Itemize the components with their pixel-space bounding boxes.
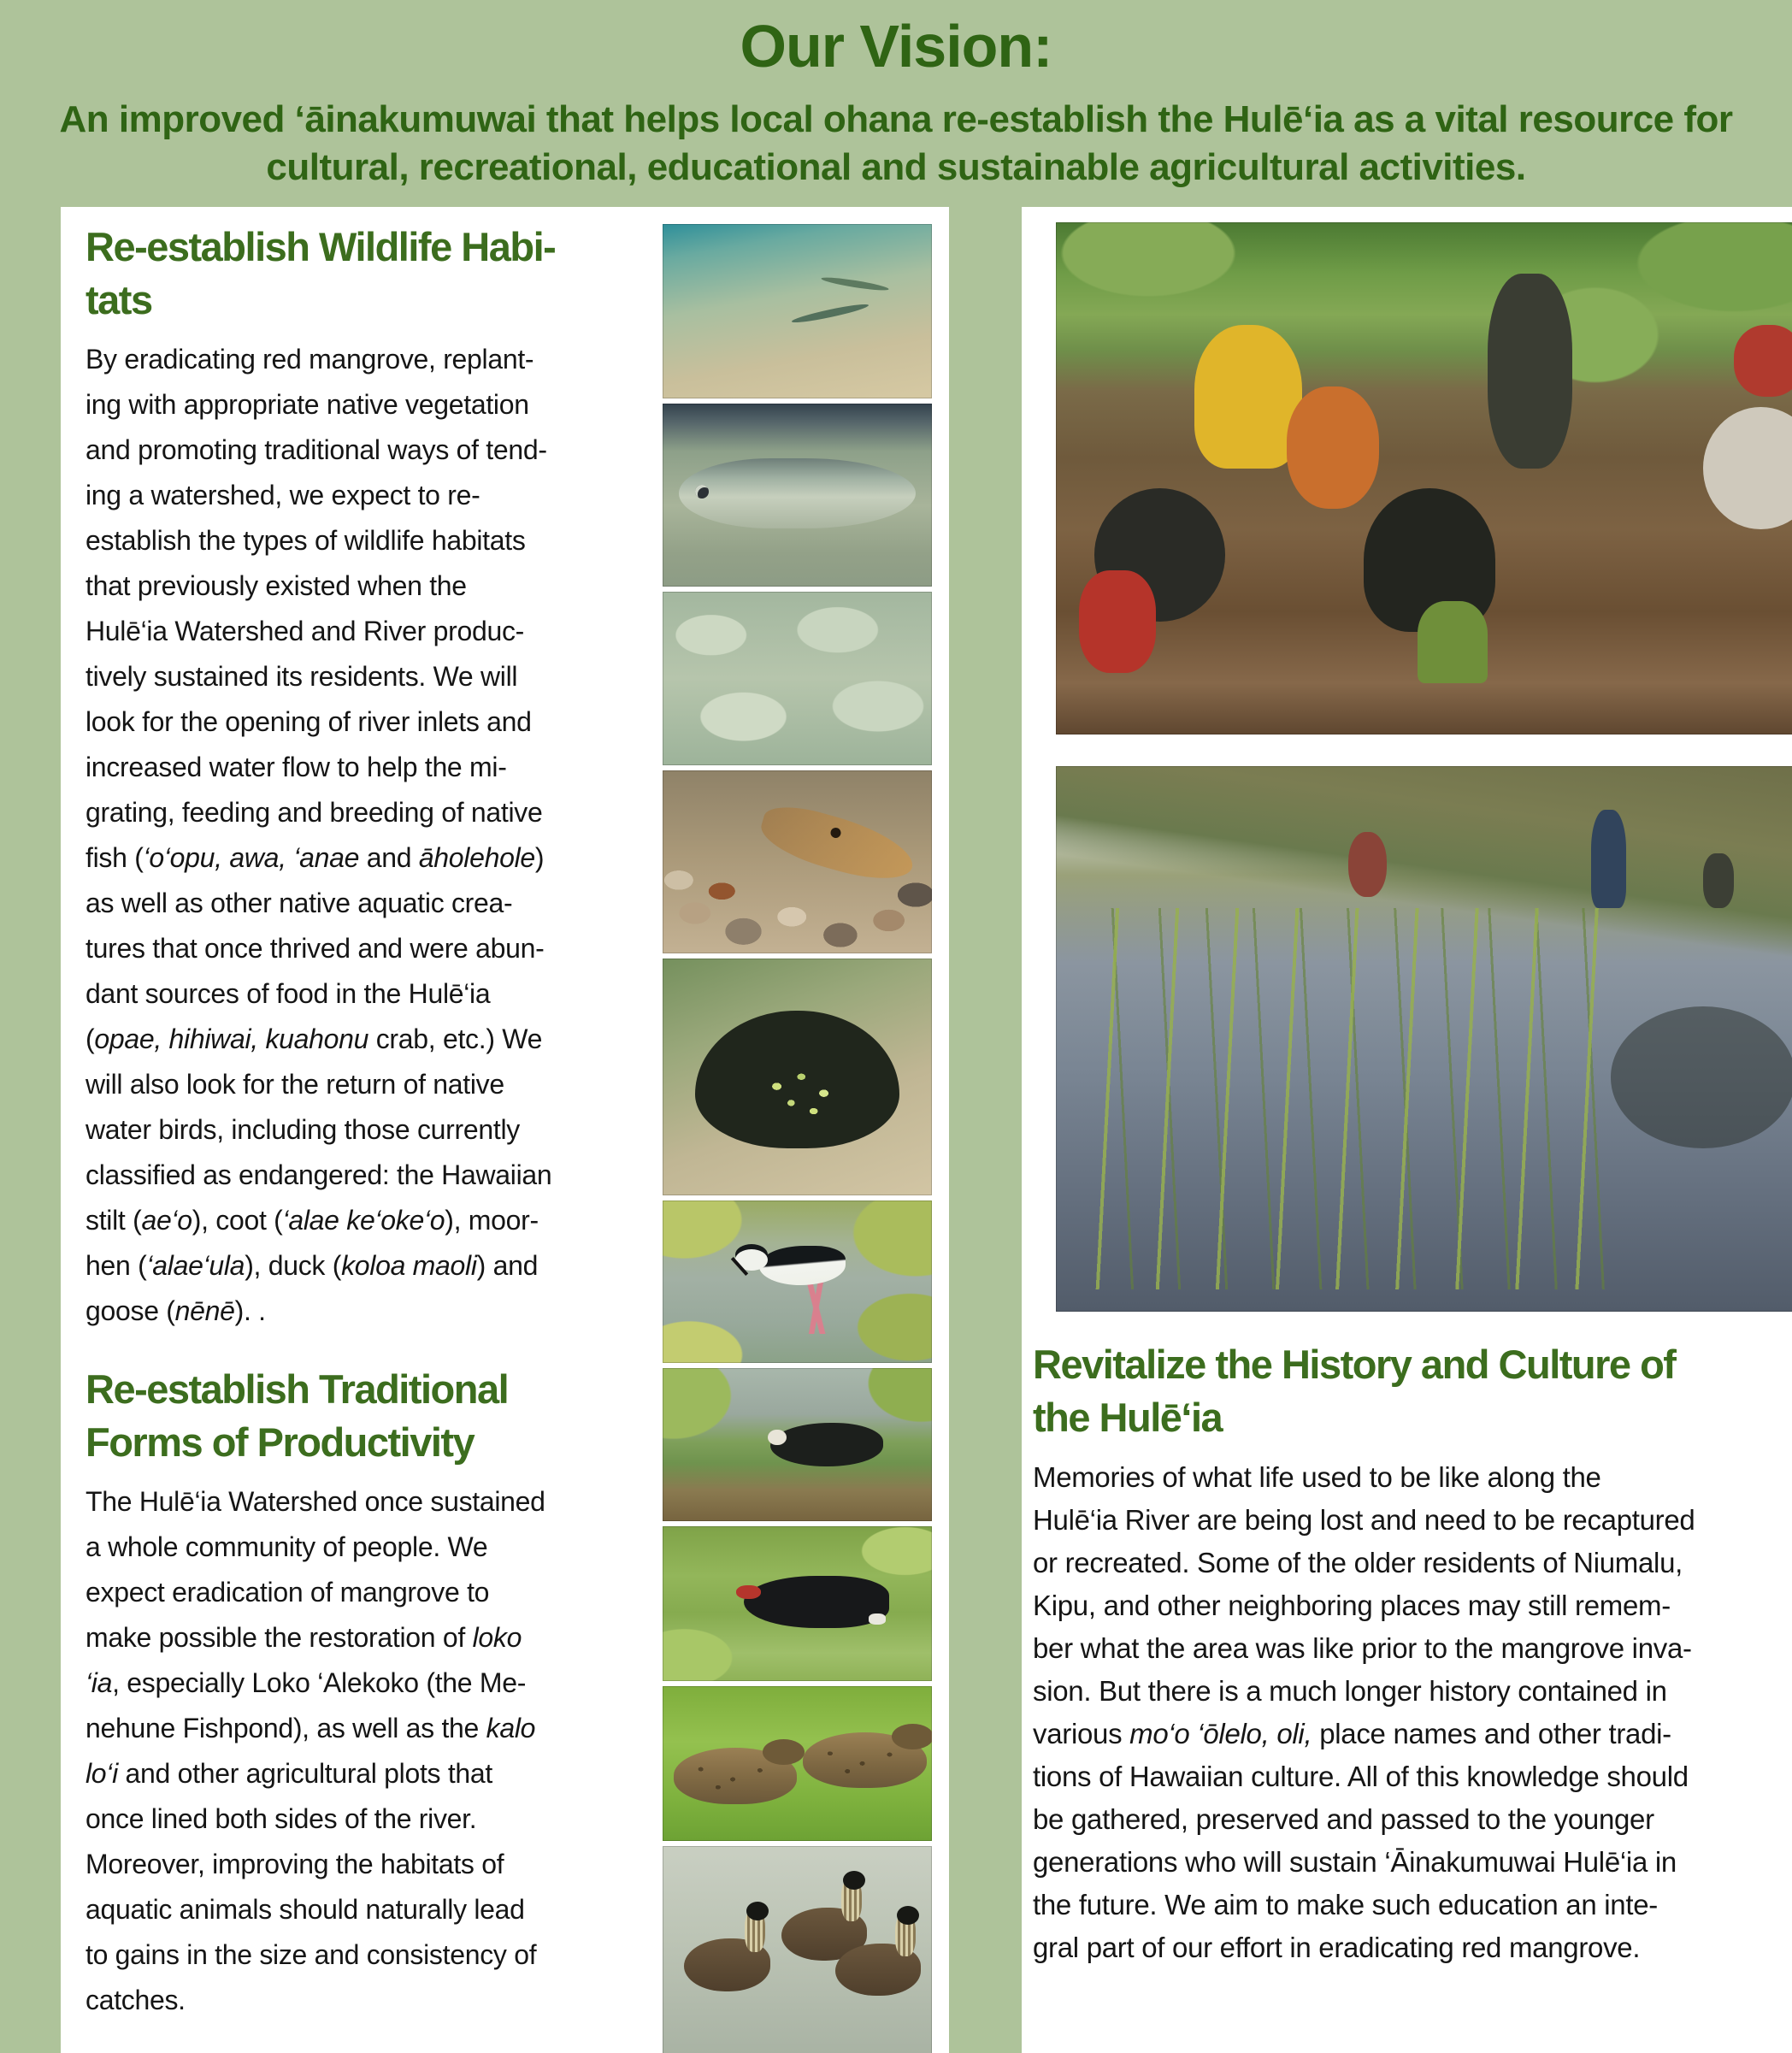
left-column	[85, 221, 616, 2023]
text-line: classified as endangered: the Hawaiian	[85, 1159, 552, 1190]
text-line: ber what the area was like prior to the mangrove inva-	[1033, 1632, 1692, 1664]
text-line: An improved ‘āinakumuwai that helps local ohana re-establish the Hulē‘ia as a vital resource for	[59, 98, 1733, 140]
moorhen-bird-icon	[744, 1576, 889, 1629]
text-line: (opae, hihiwai, kuahonu crab, etc.) We	[85, 1024, 543, 1054]
duck-icon	[674, 1748, 798, 1803]
text-line: Moreover, improving the habitats of	[85, 1849, 504, 1879]
text-line: that previously existed when the	[85, 570, 467, 601]
photo-coot-on-nest	[663, 1368, 932, 1521]
text-line: Re-establish Traditional	[85, 1366, 509, 1412]
text-line: generations who will sustain ‘Āinakumuwai Hulē‘ia in	[1033, 1846, 1677, 1878]
section-body-history	[1033, 1456, 1792, 1969]
goose-icon	[684, 1938, 770, 1991]
photo-koloa-ducks	[663, 1686, 932, 1841]
person-red-shirt	[1734, 325, 1792, 397]
section-body-wildlife	[85, 337, 616, 1334]
photo-fish-school	[663, 592, 932, 765]
text-line: Kipu, and other neighboring places may still remem-	[1033, 1590, 1671, 1621]
page-subtitle	[0, 96, 1792, 192]
person-orange-shirt	[1287, 386, 1379, 510]
text-line: various mo‘o ‘ōlelo, oli, place names and other tradi-	[1033, 1718, 1671, 1749]
text-line: establish the types of wildlife habitats	[85, 525, 526, 556]
text-line: ‘ia, especially Loko ‘Alekoko (the Me-	[85, 1667, 527, 1698]
person-red-shorts	[1079, 570, 1156, 673]
section-body-productivity	[85, 1479, 616, 2023]
photo-wetland-pond	[1056, 766, 1792, 1312]
text-line: Re-establish Wildlife Habi-	[85, 224, 556, 269]
text-line: increased water flow to help the mi-	[85, 752, 507, 782]
text-line: lo‘i and other agricultural plots that	[85, 1758, 493, 1789]
text-line: Revitalize the History and Culture of	[1033, 1342, 1676, 1387]
stilt-bird-icon	[759, 1246, 846, 1285]
coot-bird-icon	[770, 1423, 883, 1466]
fish-silhouette-icon	[821, 275, 889, 292]
text-line: look for the opening of river inlets and	[85, 706, 532, 737]
person-on-bank	[1703, 853, 1734, 908]
text-line: cultural, recreational, educational and sustainable agricultural activities.	[266, 146, 1526, 188]
text-line: Hulē‘ia Watershed and River produc-	[85, 616, 525, 646]
text-line: By eradicating red mangrove, replant-	[85, 344, 534, 375]
text-line: Forms of Productivity	[85, 1419, 475, 1465]
right-column-text	[1033, 1338, 1792, 1969]
text-line: and promoting traditional ways of tend-	[85, 434, 547, 465]
shrimp-icon	[756, 798, 920, 890]
text-line: catches.	[85, 1985, 186, 2015]
photo-mullet-fish	[663, 404, 932, 587]
page-title: Our Vision:	[740, 13, 1052, 80]
photo-taro-planting	[1056, 222, 1792, 734]
duck-icon	[803, 1732, 927, 1788]
fish-silhouette-icon	[791, 302, 869, 326]
text-line: stilt (ae‘o), coot (‘alae ke‘oke‘o), moor-	[85, 1205, 539, 1236]
text-line: Memories of what life used to be like along the	[1033, 1461, 1601, 1493]
text-line: make possible the restoration of loko	[85, 1622, 522, 1653]
snail-shell-icon	[695, 1011, 899, 1148]
stilt-legs-icon	[781, 1282, 852, 1334]
text-line: the future. We aim to make such education an inte-	[1033, 1889, 1658, 1920]
mullet-fish-icon	[679, 458, 916, 528]
text-line: Hulē‘ia River are being lost and need to be recaptured	[1033, 1504, 1695, 1536]
text-line: ing a watershed, we expect to re-	[85, 480, 480, 510]
text-line: grating, feeding and breeding of native	[85, 797, 543, 828]
photo-underwater-fish	[663, 224, 932, 398]
text-line: tats	[85, 277, 152, 322]
text-line: or recreated. Some of the older residents of Niumalu,	[1033, 1547, 1683, 1578]
person-on-bank	[1591, 810, 1626, 908]
text-line: sion. But there is a much longer history contained in	[1033, 1675, 1667, 1707]
text-line: once lined both sides of the river.	[85, 1803, 477, 1834]
reeds-icon	[1087, 908, 1626, 1290]
text-line: will also look for the return of native	[85, 1069, 504, 1100]
text-line: dant sources of food in the Hulē‘ia	[85, 978, 491, 1009]
photo-hihiwai-snail	[663, 959, 932, 1195]
text-line: be gathered, preserved and passed to the younger	[1033, 1803, 1654, 1835]
text-line: aquatic animals should naturally lead	[85, 1894, 525, 1925]
person-white-shirt	[1703, 407, 1792, 530]
person-on-bank	[1348, 832, 1387, 898]
text-line: fish (‘o‘opu, awa, ‘anae and āholehole)	[85, 842, 545, 873]
photo-nene-geese	[663, 1846, 932, 2053]
text-line: a whole community of people. We	[85, 1531, 488, 1562]
photo-shrimp-pebbles	[663, 770, 932, 953]
text-line: tively sustained its residents. We will	[85, 661, 518, 692]
person-dark-tank	[1488, 274, 1572, 469]
text-line: to gains in the size and consistency of	[85, 1939, 537, 1970]
section-heading-history	[1033, 1338, 1792, 1444]
goose-icon	[835, 1944, 922, 1997]
text-line: gral part of our effort in eradicating red mangrove.	[1033, 1932, 1641, 1963]
text-line: nehune Fishpond), as well as the kalo	[85, 1713, 536, 1743]
text-line: hen (‘alae‘ula), duck (koloa maoli) and	[85, 1250, 539, 1281]
text-line: goose (nēnē). .	[85, 1295, 266, 1326]
text-line: ing with appropriate native vegetation	[85, 389, 529, 420]
section-heading-wildlife	[85, 221, 616, 327]
text-line: tures that once thrived and were abun-	[85, 933, 545, 964]
taro-sprout-icon	[1418, 601, 1487, 683]
text-line: expect eradication of mangrove to	[85, 1577, 490, 1608]
text-line: as well as other native aquatic crea-	[85, 888, 513, 918]
column-divider	[949, 207, 1022, 2053]
photo-hawaiian-stilt	[663, 1201, 932, 1363]
stilt-head-icon	[735, 1249, 768, 1271]
text-line: tions of Hawaiian culture. All of this knowledge should	[1033, 1761, 1689, 1792]
water-reflection	[1611, 1006, 1792, 1148]
photo-moorhen	[663, 1526, 932, 1681]
text-line: the Hulē‘ia	[1033, 1395, 1223, 1440]
text-line: The Hulē‘ia Watershed once sustained	[85, 1486, 545, 1517]
text-line: water birds, including those currently	[85, 1114, 520, 1145]
section-heading-productivity	[85, 1363, 616, 1469]
